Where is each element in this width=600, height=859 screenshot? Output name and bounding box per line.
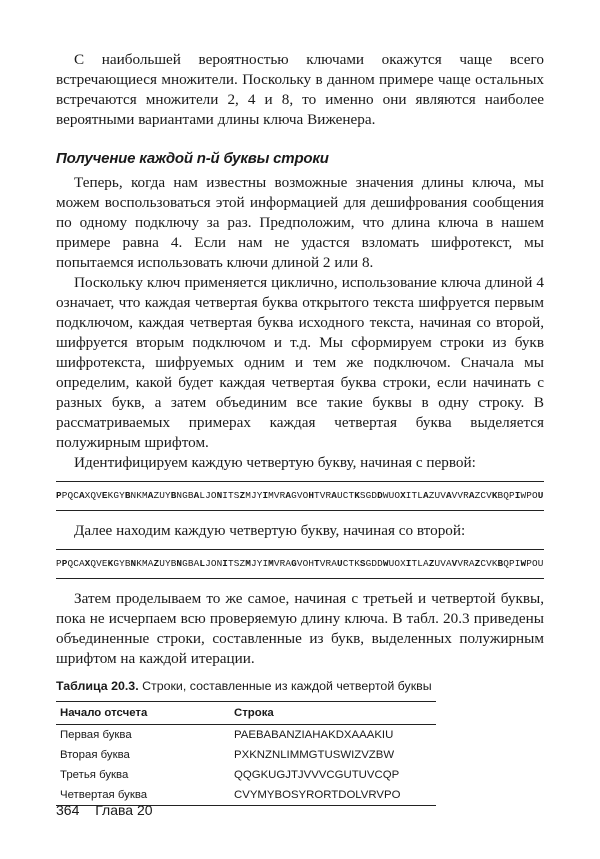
paragraph-intro: С наибольшей вероятностью ключами окажутся чаще всего встречающиеся множители. Поскольку в данном примере чаще остальных встречаются множители 2, 4 и 8, то именно они являются наиболее вероятными вариантами длины ключа Виженера. [56,51,544,128]
ciphertext-offset-1: PPQCAXQVEKGYBNKMAZUYBNGBALJONITSZMJYIMVRAGVOHTVRAUCTKSGDDWUOXITLAZUVAVVRAZCVKBQPIWPOU [56,481,544,511]
page-footer [56,802,153,818]
table-row [56,765,436,785]
paragraph-4: Далее находим каждую четвертую букву, начиная со второй: [74,522,466,539]
table-caption-text: Строки, составленные из каждой четвертой буквы [138,679,432,693]
table-cell-start: Четвертая буква [56,785,230,806]
table-row [56,725,436,746]
table-cell-start: Вторая буква [60,749,130,761]
column-header-string: Строка [230,702,436,725]
chapter-label: Глава 20 [95,802,153,818]
table-caption [56,679,544,693]
table-cell-string: CVYMYBOSYRORTDOLVRVPO [230,785,436,806]
table-cell-start: Третья буква [60,769,129,781]
page-body [56,50,544,806]
table-cell-string: PXKNZNLIMMGTUSWIZVZBW [234,749,395,761]
section-heading: Получение каждой n-й буквы строки [56,150,329,167]
table-row [56,745,436,765]
page-number: 364 [56,802,80,818]
paragraph-2: Поскольку ключ применяется циклично, использование ключа длиной 4 означает, что каждая четвертая буква открытого текста шифруется первым подключом, каждая четвертая буква исходного текста, начиная со второй, шифруется вторым подключом и т.д. Мы сформируем строки из букв шифротекста, шифруемых одним и тем же подключом. Сначала мы определим, какой будет каждая четвертая буква строки, если начинать с разных букв, а затем объединим все такие буквы в одну строку. В рассматриваемых примерах каждая четвертая буква выделяется полужирным шрифтом. [56,274,544,451]
table-caption-label: Таблица 20.3. [56,679,139,693]
paragraph-5: Затем проделываем то же самое, начиная с третьей и четвертой буквы, пока не исчерпаем всю проверяемую длину ключа. В табл. 20.3 приведены объединенные строки, составленные из букв, выделенных полужирным шрифтом на каждой итерации. [56,590,544,667]
table-cell-string: PAEBABANZIAHAKDXAAAKIU [234,729,394,741]
ciphertext-offset-2: PPQCAXQVEKGYBNKMAZUYBNGBALJONITSZMJYIMVRAGVOHTVRAUCTKSGDDWUOXITLAZUVAVVRAZCVKBQPIWPOU [56,549,544,579]
letters-table [56,701,436,806]
table-cell-string: QQGKUGJTJVVVCGUTUVCQP [234,769,400,781]
table-header-row [56,702,436,725]
paragraph-3: Идентифицируем каждую четвертую букву, начиная с первой: [74,454,476,471]
table-cell-start: Первая буква [60,729,132,741]
column-header-start: Начало отсчета [56,702,230,725]
paragraph-1: Теперь, когда нам известны возможные значения длины ключа, мы можем воспользоваться этой информацией для дешифрования сообщения по одному подключу за раз. Предположим, что длина ключа в нашем примере равна 4. Если нам не удастся взломать шифротекст, мы попытаемся использовать ключи длиной 2 или 8. [56,174,544,271]
